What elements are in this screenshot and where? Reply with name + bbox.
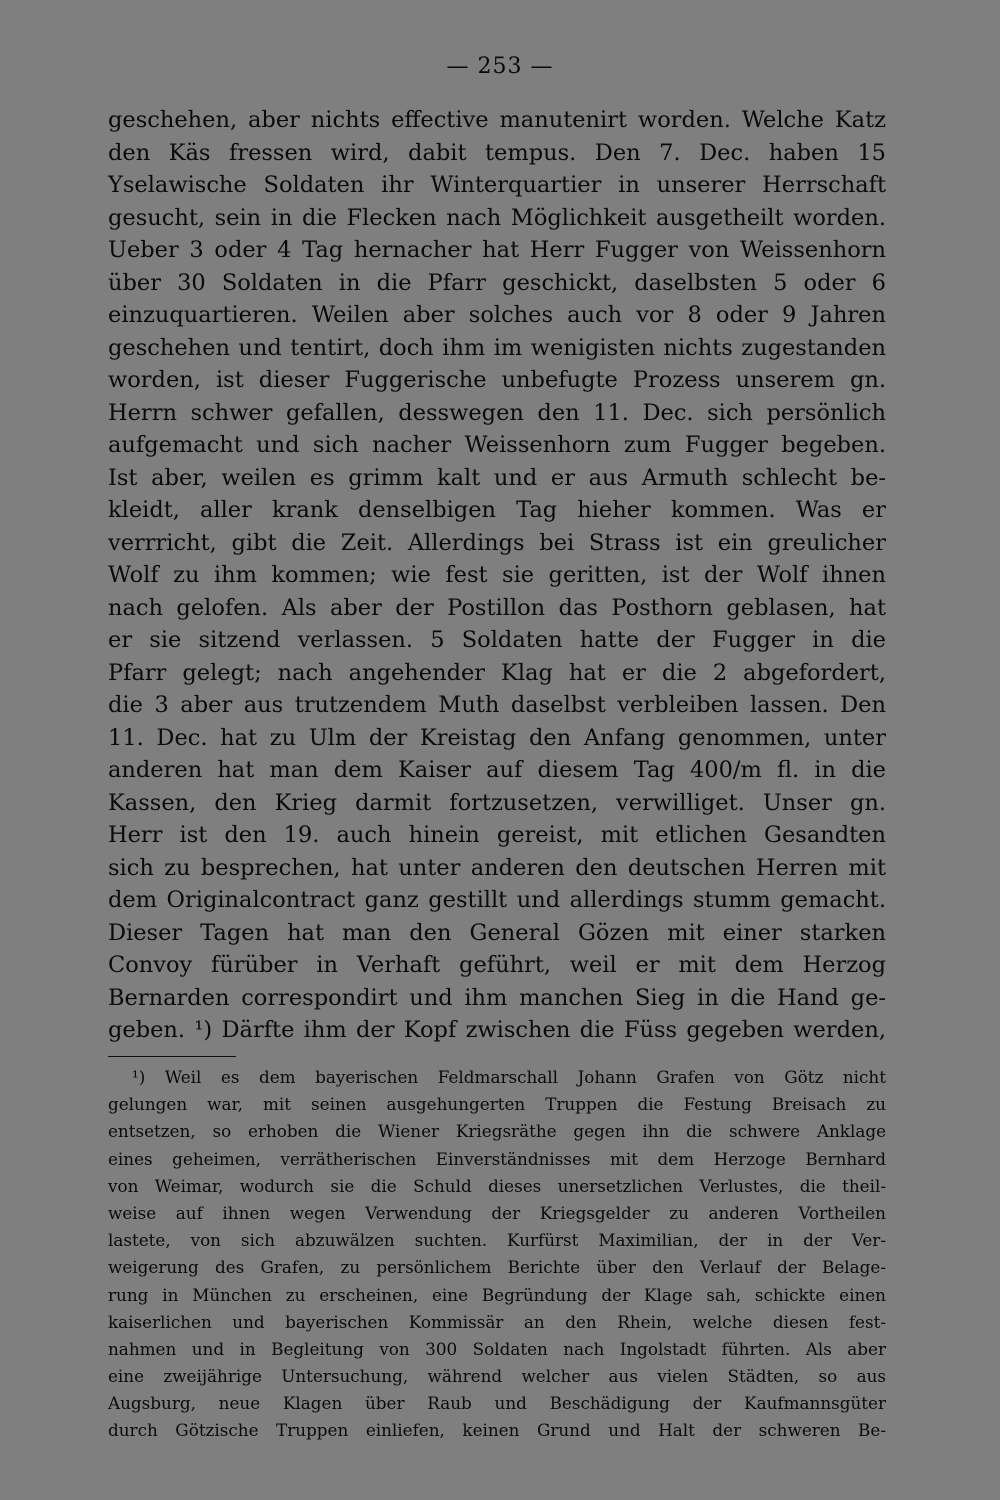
text-line: aufgemacht und sich nacher Weissenhorn zum Fugger begeben.	[108, 432, 886, 458]
footnote-line: weigerung des Grafen, zu persönlichem Berichte über den Verlauf der Belage-	[108, 1257, 886, 1278]
text-line: Herrn schwer gefallen, desswegen den 11. Dec. sich persönlich	[108, 399, 886, 426]
text-line: Herr ist den 19. auch hinein gereist, mit etlichen Gesandten	[108, 822, 886, 848]
text-line: Dieser Tagen hat man den General Gözen mit einer starken	[108, 919, 886, 946]
footnote-line: von Weimar, wodurch sie die Schuld dieses unersetzlichen Verlustes, die theil-	[108, 1175, 886, 1196]
footnote-line: lastete, von sich abzuwälzen suchten. Kurfürst Maximilian, der in der Ver-	[108, 1230, 886, 1251]
footnote-line: eines geheimen, verrätherischen Einverständnisses mit dem Herzoge Bernhard	[108, 1148, 886, 1169]
text-line: verrricht, gibt die Zeit. Allerdings bei Strass ist ein greulicher	[108, 529, 886, 556]
text-line: anderen hat man dem Kaiser auf diesem Tag 400/m fl. in die	[108, 757, 886, 783]
text-line: einzuquartieren. Weilen aber solches auch vor 8 oder 9 Jahren	[108, 302, 886, 328]
footnote-line: rung in München zu erscheinen, eine Begründung der Klage sah, schickte einen	[108, 1284, 886, 1305]
text-line: Bernarden correspondirt und ihm manchen Sieg in die Hand ge-	[108, 984, 886, 1011]
text-line: Ueber 3 oder 4 Tag hernacher hat Herr Fugger von Weissenhorn	[108, 237, 886, 263]
footnote-line: Augsburg, neue Klagen über Raub und Beschädigung der Kaufmannsgüter	[108, 1393, 886, 1414]
text-line: Wolf zu ihm kommen; wie fest sie geritten, ist der Wolf ihnen	[108, 562, 886, 588]
text-line: den Käs fressen wird, dabit tempus. Den 7. Dec. haben 15	[108, 139, 886, 166]
text-line: kleidt, aller krank denselbigen Tag hieher kommen. Was er	[108, 497, 886, 523]
footnote-line: weise auf ihnen wegen Verwendung der Kriegsgelder zu anderen Vortheilen	[108, 1202, 886, 1223]
text-line: 11. Dec. hat zu Ulm der Kreistag den Anfang genommen, unter	[108, 724, 886, 751]
text-line: sich zu besprechen, hat unter anderen den deutschen Herren mit	[108, 854, 886, 881]
text-line: nach gelofen. Als aber der Postillon das Posthorn geblasen, hat	[108, 594, 886, 621]
text-line: Kassen, den Krieg darmit fortzusetzen, verwilliget. Unser gn.	[108, 789, 886, 816]
footnote-line: ¹) Weil es dem bayerischen Feldmarschall Johann Grafen von Götz nicht	[132, 1067, 886, 1087]
text-line: Ist aber, weilen es grimm kalt und er aus Armuth schlecht be-	[108, 464, 886, 491]
footnote-separator	[108, 1056, 236, 1057]
text-line: worden, ist dieser Fuggerische unbefugte Prozess unserem gn.	[108, 367, 886, 393]
text-line: die 3 aber aus trutzendem Muth daselbst verbleiben lassen. Den	[108, 692, 886, 718]
page-number: — 253 —	[446, 54, 554, 79]
footnote-line: entsetzen, so erhoben die Wiener Kriegsräthe gegen ihn die schwere Anklage	[108, 1121, 886, 1142]
text-line: Pfarr gelegt; nach angehender Klag hat er die 2 abgefordert,	[108, 659, 886, 686]
text-line: gesucht, sein in die Flecken nach Möglichkeit ausgetheilt worden.	[108, 204, 886, 231]
footnote-line: eine zweijährige Untersuchung, während welcher aus vielen Städten, so aus	[108, 1366, 886, 1387]
footnote-line: kaiserlichen und bayerischen Kommissär an den Rhein, welche diesen fest-	[108, 1311, 886, 1332]
text-line: Convoy fürüber in Verhaft geführt, weil er mit dem Herzog	[108, 952, 886, 978]
text-line: über 30 Soldaten in die Pfarr geschickt, daselbsten 5 oder 6	[108, 269, 886, 296]
text-line: geben. ¹) Därfte ihm der Kopf zwischen die Füss gegeben werden,	[108, 1017, 886, 1043]
footnote-line: gelungen war, mit seinen ausgehungerten Truppen die Festung Breisach zu	[108, 1094, 886, 1115]
footnote-line: durch Götzische Truppen einliefen, keinen Grund und Halt der schweren Be-	[108, 1420, 886, 1441]
footnote-line: nahmen und in Begleitung von 300 Soldaten nach Ingolstadt führten. Als aber	[108, 1338, 886, 1359]
text-line: geschehen, aber nichts effective manutenirt worden. Welche Katz	[108, 107, 886, 133]
text-line: Yselawische Soldaten ihr Winterquartier in unserer Herrschaft	[108, 172, 886, 198]
footnote	[108, 1064, 886, 1445]
body-text	[108, 104, 886, 1047]
text-line: geschehen und tentirt, doch ihm im wenigisten nichts zugestanden	[108, 334, 886, 361]
text-line: dem Originalcontract ganz gestillt und allerdings stumm gemacht.	[108, 887, 886, 913]
text-line: er sie sitzend verlassen. 5 Soldaten hatte der Fugger in die	[108, 627, 886, 653]
